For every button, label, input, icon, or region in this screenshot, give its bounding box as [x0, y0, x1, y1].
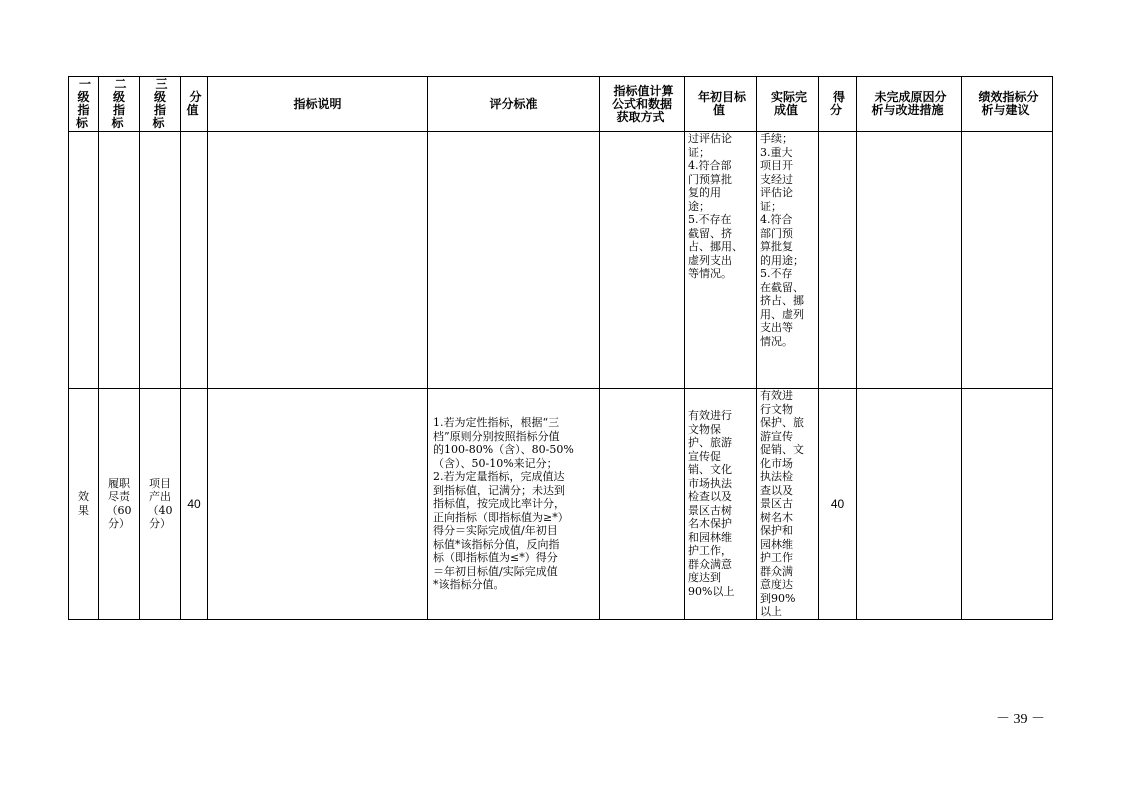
cell-empty	[857, 132, 962, 389]
cell-scoring-standard: 1.若为定性指标，根据“三 档”原则分别按照指标分值 的100-80%（含）、80-50% （含）、50-10%来记分； 2.若为定量指标，完成值达 到指标值，记满分；未达到 指标值，按完成比率计分， 正向指标（即指标值为≥*） 得分＝实际完成值/年初目 标值*该指标分值，反向指 标（即指标值为≤*）得分 ＝年初目标值/实际完成值 *该指标分值。	[428, 389, 600, 620]
cell-level1-indicator: 效 果	[69, 389, 99, 620]
table-row	[69, 132, 1053, 389]
cell-annual-target: 有效进行 文物保 护、旅游 宣传促 销、文化 市场执法 检查以及 景区古树 名木保护 和园林维 护工作， 群众满意 度达到 90%以上	[685, 389, 757, 620]
header-suggestions: 绩效指标分 析与建议	[962, 77, 1053, 132]
header-level2-indicator: 二 级 指 标	[99, 77, 140, 132]
performance-table-container	[68, 76, 1053, 620]
cell-actual-value: 手续； 3.重大 项目开 支经过 评估论 证； 4.符合 部门预 算批复 的用途； 5.不存 在截留、 挤占、挪 用、虚列 支出等 情况。	[757, 132, 819, 389]
cell-annual-target: 过评估论 证； 4.符合部 门预算批 复的用 途； 5.不存在 截留、挤 占、挪用、 虚列支出 等情况。	[685, 132, 757, 389]
cell-empty	[99, 132, 140, 389]
header-annual-target: 年初目标 值	[685, 77, 757, 132]
cell-level3-indicator: 项目 产出 （40 分）	[140, 389, 181, 620]
cell-level2-indicator: 履职 尽责 （60 分）	[99, 389, 140, 620]
header-actual-value: 实际完 成值	[757, 77, 819, 132]
header-calculation-method: 指标值计算 公式和数据 获取方式	[600, 77, 685, 132]
table-row	[69, 389, 1053, 620]
cell-empty	[962, 132, 1053, 389]
cell-empty	[962, 389, 1053, 620]
page-number: － 39 －	[996, 712, 1045, 727]
cell-empty	[140, 132, 181, 389]
cell-empty	[208, 132, 428, 389]
header-scoring-standard: 评分标准	[428, 77, 600, 132]
cell-empty	[181, 132, 208, 389]
header-score: 得 分	[819, 77, 857, 132]
cell-empty	[819, 132, 857, 389]
header-reason-analysis: 未完成原因分 析与改进措施	[857, 77, 962, 132]
cell-empty	[428, 132, 600, 389]
cell-score-value: 40	[181, 389, 208, 620]
cell-score: 40	[819, 389, 857, 620]
cell-empty	[208, 389, 428, 620]
header-level1-indicator: 一 级 指 标	[69, 77, 99, 132]
header-score-value: 分 值	[181, 77, 208, 132]
header-row	[69, 77, 1053, 132]
cell-actual-value: 有效进 行文物 保护、旅 游宣传 促销、文 化市场 执法检 查以及 景区古 树名木 保护和 园林维 护工作 群众满 意度达 到90% 以上	[757, 389, 819, 620]
cell-empty	[857, 389, 962, 620]
header-level3-indicator: 三 级 指 标	[140, 77, 181, 132]
performance-indicator-table	[68, 76, 1053, 620]
cell-empty	[600, 389, 685, 620]
cell-empty	[69, 132, 99, 389]
cell-empty	[600, 132, 685, 389]
header-indicator-description: 指标说明	[208, 77, 428, 132]
